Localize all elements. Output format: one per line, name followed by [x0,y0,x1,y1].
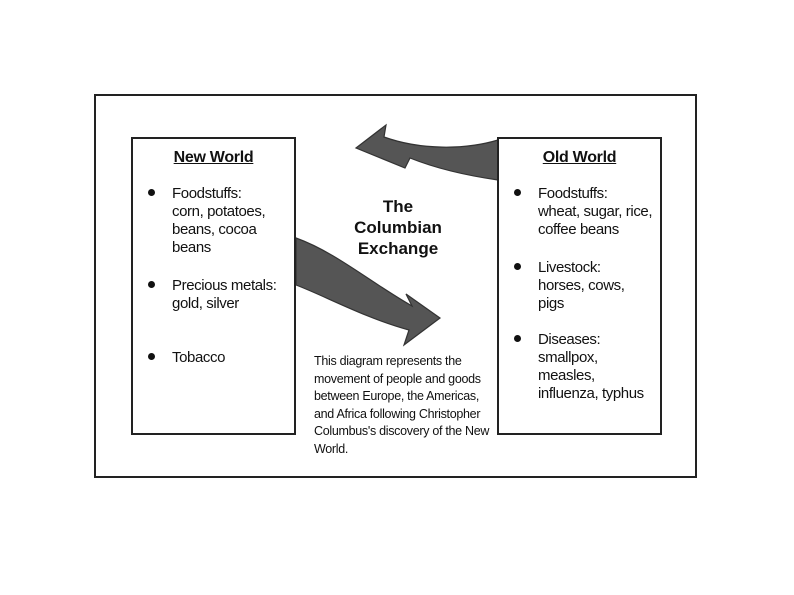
old-world-box [497,137,662,435]
diagram-title: The Columbian Exchange [354,197,442,258]
item-detail: wheat, sugar, rice, coffee beans [538,203,653,238]
bullet-icon [514,335,521,342]
bullet-icon [148,281,155,288]
bullet-icon [514,263,521,270]
new-world-item-precious-metals [148,277,288,313]
new-world-item-foodstuffs [148,185,288,257]
new-world-item-tobacco [148,349,288,367]
item-label: Livestock: [538,259,601,276]
bullet-icon [148,353,155,360]
item-label: Tobacco [172,349,226,366]
item-label: Diseases: [538,331,601,348]
item-label: Foodstuffs: [172,185,242,202]
item-detail: corn, potatoes, beans, cocoa beans [172,203,266,256]
item-detail: smallpox, measles, influenza, typhus [538,349,644,402]
old-world-item-diseases [514,331,654,403]
bullet-icon [514,189,521,196]
old-world-title: Old World [542,149,617,166]
item-label: Precious metals: [172,277,277,294]
item-label: Foodstuffs: [538,185,608,202]
old-world-item-livestock [514,259,654,313]
item-detail: horses, cows, pigs [538,277,625,312]
old-world-item-foodstuffs [514,185,654,239]
item-detail: gold, silver [172,295,239,312]
new-world-title: New World [173,149,254,166]
bullet-icon [148,189,155,196]
new-world-box [131,137,296,435]
diagram-caption: This diagram represents the movement of people and goods between Europe, the Americas, and Africa following Christopher Columbus's discovery of the New World. [314,354,490,456]
arrow-old-to-new [356,125,498,180]
